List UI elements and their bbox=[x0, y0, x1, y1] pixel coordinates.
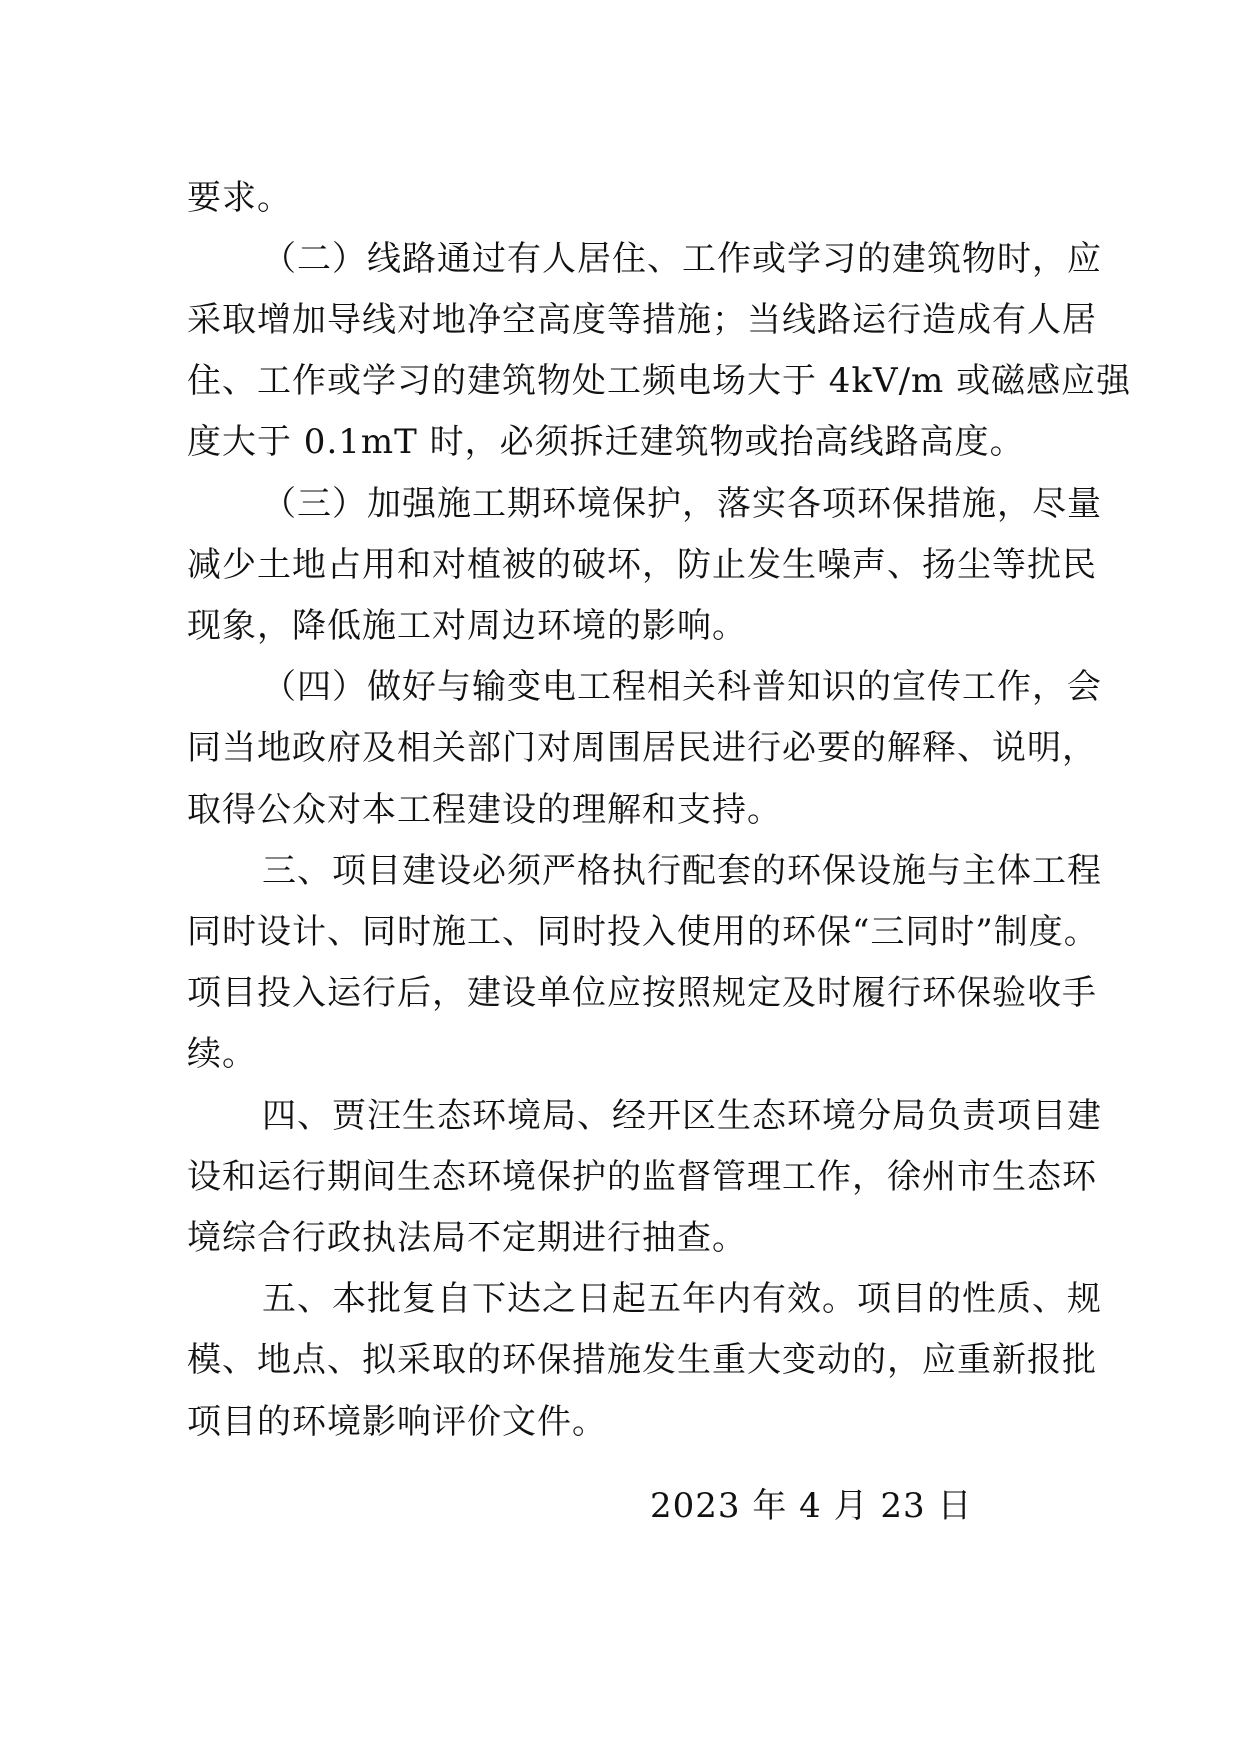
text-line: 同当地政府及相关部门对周围居民进行必要的解释、说明， bbox=[187, 728, 1097, 768]
text-line: 续。 bbox=[187, 1034, 257, 1074]
text-line: 境综合行政执法局不定期进行抽查。 bbox=[187, 1218, 747, 1258]
text-line: 现象，降低施工对周边环境的影响。 bbox=[187, 606, 747, 646]
text-line: 同时设计、同时施工、同时投入使用的环保“三同时”制度。 bbox=[187, 912, 1099, 952]
text-line: （三）加强施工期环境保护，落实各项环保措施，尽量 bbox=[262, 484, 1102, 524]
text-line: 要求。 bbox=[187, 178, 292, 218]
text-line: 减少土地占用和对植被的破坏，防止发生噪声、扬尘等扰民 bbox=[187, 545, 1097, 585]
text-line: 四、贾汪生态环境局、经开区生态环境分局负责项目建 bbox=[262, 1096, 1102, 1136]
text-line: 模、地点、拟采取的环保措施发生重大变动的，应重新报批 bbox=[187, 1340, 1097, 1380]
text-line: 三、项目建设必须严格执行配套的环保设施与主体工程 bbox=[262, 851, 1102, 891]
text-line: 项目投入运行后，建设单位应按照规定及时履行环保验收手 bbox=[187, 973, 1097, 1013]
text-line: 住、工作或学习的建筑物处工频电场大于 4kV/m 或磁感应强 bbox=[187, 361, 1132, 401]
text-line: 五、本批复自下达之日起五年内有效。项目的性质、规 bbox=[262, 1279, 1102, 1319]
text-line: （四）做好与输变电工程相关科普知识的宣传工作，会 bbox=[262, 667, 1102, 707]
text-line: 采取增加导线对地净空高度等措施；当线路运行造成有人居 bbox=[187, 300, 1097, 340]
text-line: （二）线路通过有人居住、工作或学习的建筑物时，应 bbox=[262, 239, 1102, 279]
text-line: 度大于 0.1mT 时，必须拆迁建筑物或抬高线路高度。 bbox=[187, 422, 1025, 462]
text-line: 取得公众对本工程建设的理解和支持。 bbox=[187, 790, 782, 830]
text-line: 项目的环境影响评价文件。 bbox=[187, 1402, 607, 1442]
document-date: 2023 年 4 月 23 日 bbox=[650, 1486, 973, 1526]
text-line: 设和运行期间生态环境保护的监督管理工作，徐州市生态环 bbox=[187, 1157, 1097, 1197]
